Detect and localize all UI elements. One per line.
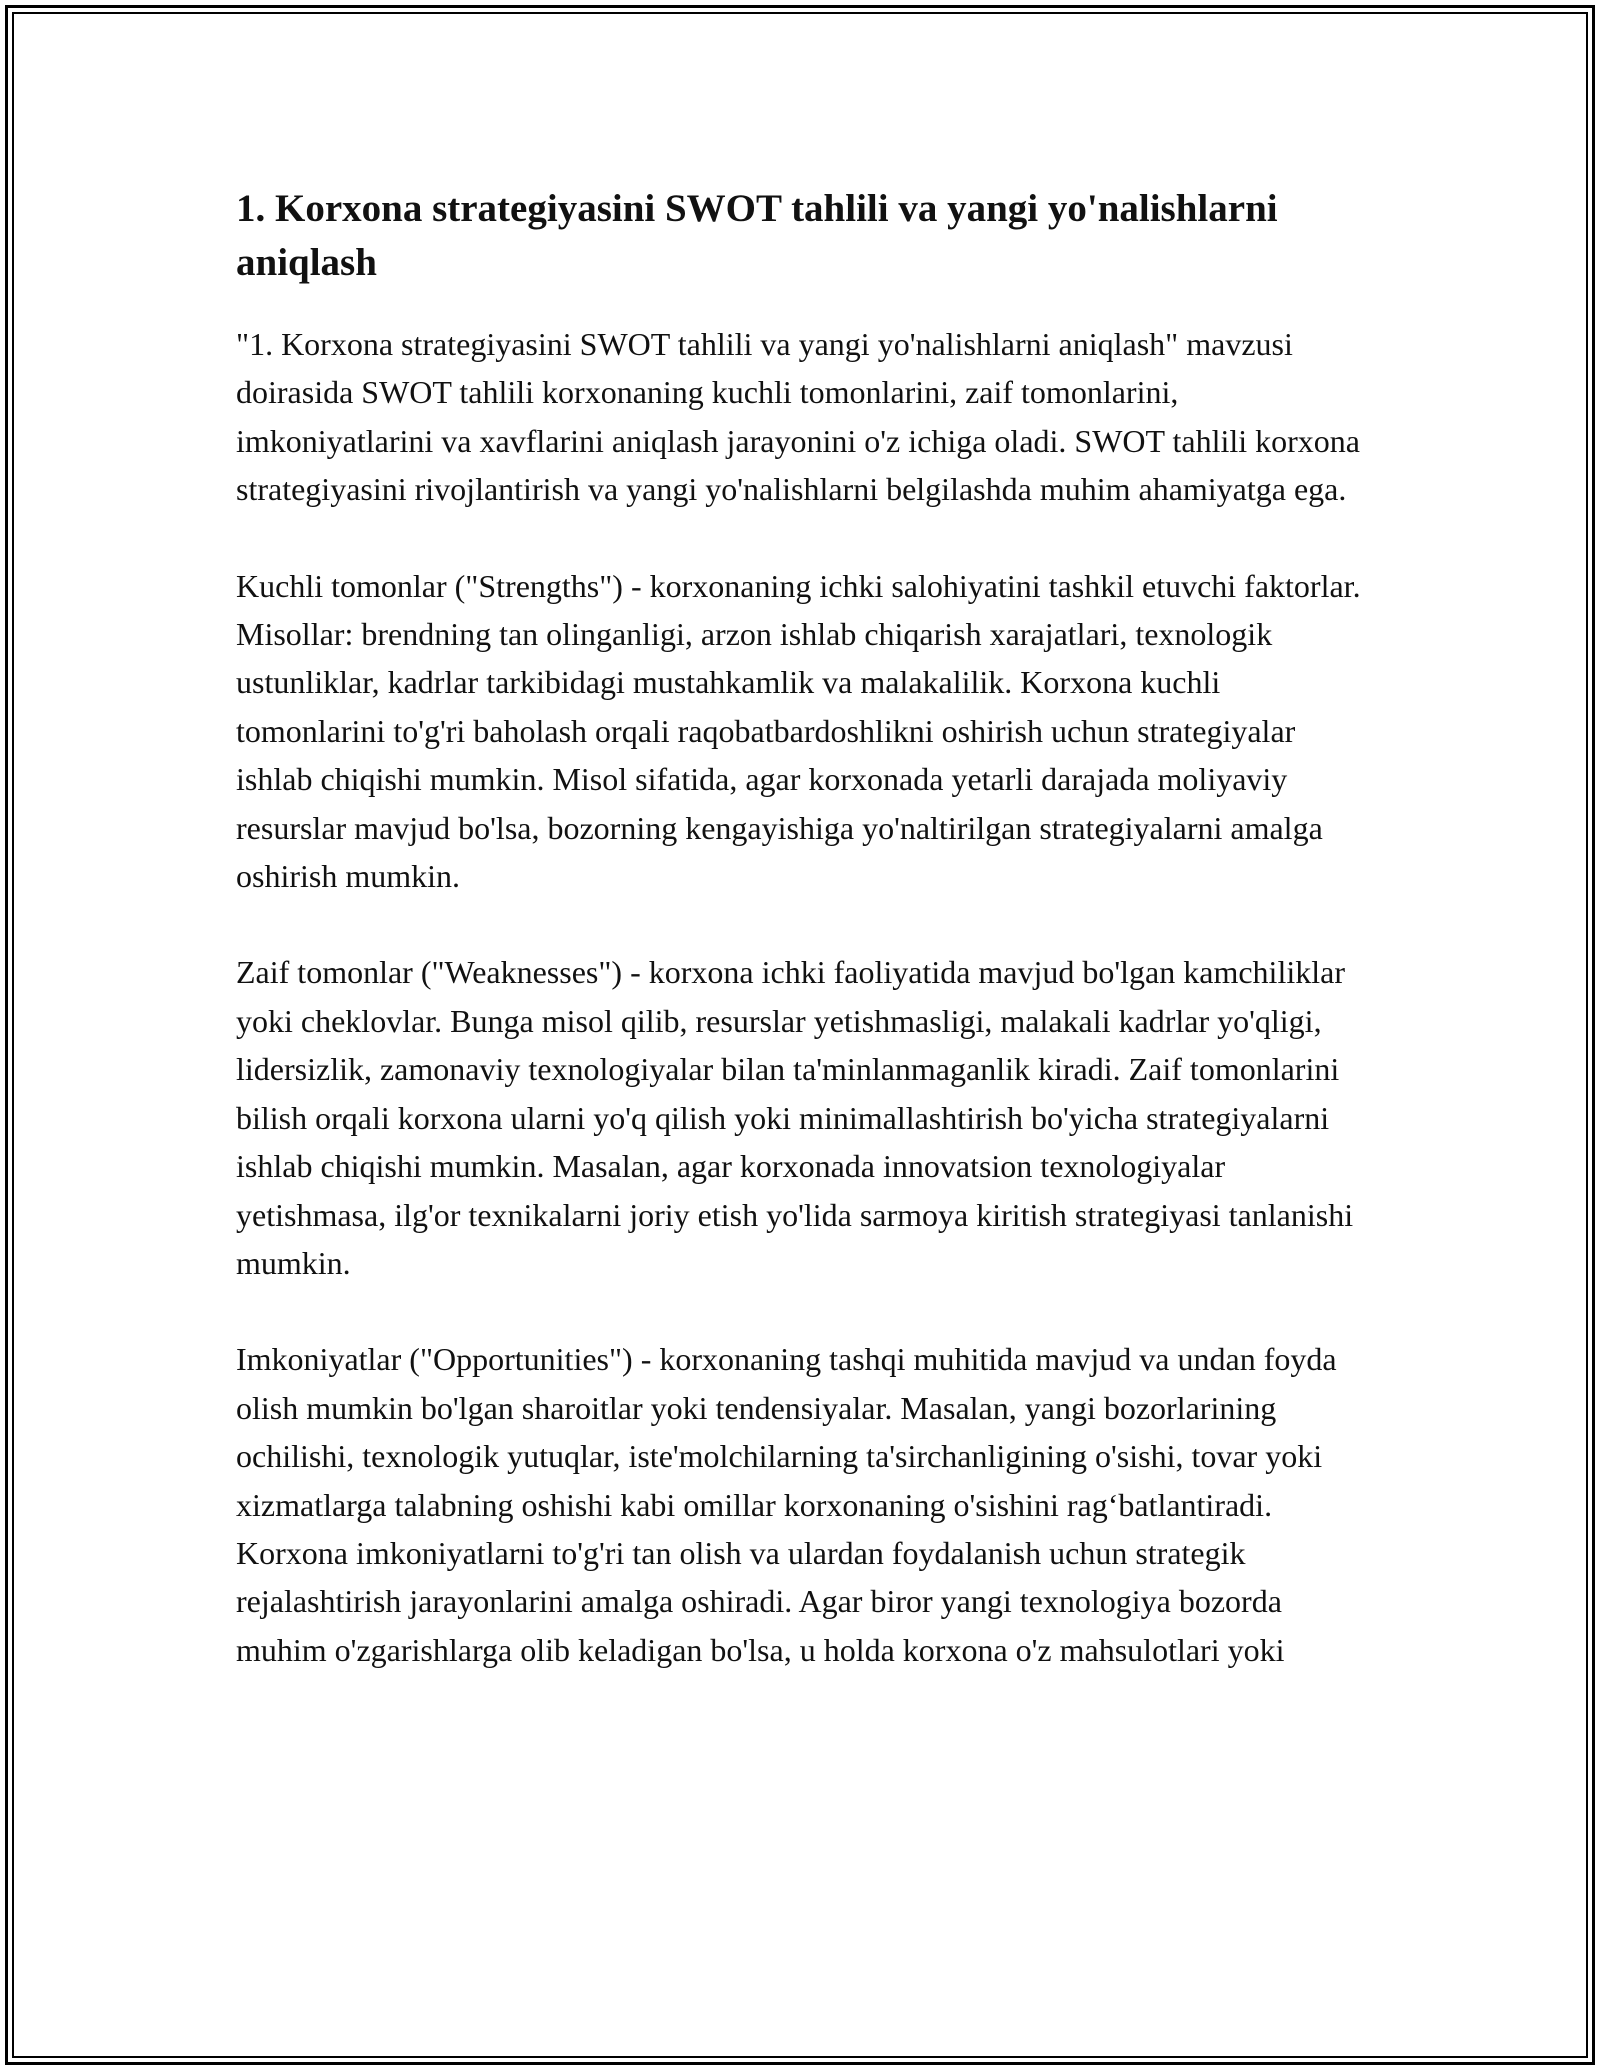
paragraph-intro: "1. Korxona strategiyasini SWOT tahlili va yangi yo'nalishlarni aniqlash" mavzusi doirasida SWOT tahlili korxonaning kuchli tomonlarini, zaif tomonlarini, imkoniyatlarini va xavflarini aniqlash jarayonini o'z ichiga oladi. SWOT tahlili korxona strategiyasini rivojlantirish va yangi yo'nalishlarni belgilashda muhim ahamiyatga ega. [236, 326, 1360, 508]
document-title: 1. Korxona strategiyasini SWOT tahlili va yangi yo'nalishlarni aniqlash [236, 187, 1278, 284]
paragraph-opportunities: Imkoniyatlar ("Opportunities") - korxonaning tashqi muhitida mavjud va undan foyda olish mumkin bo'lgan sharoitlar yoki tendensiyalar. Masalan, yangi bozorlarining ochilishi, texnologik yutuqlar, iste'molchilarning ta'sirchanligining o'sishi, tovar yoki xizmatlarga talabning oshishi kabi omillar korxonaning o'sishini rag‘batlantiradi. Korxona imkoniyatlarni to'g'ri tan olish va ulardan foydalanish uchun strategik rejalashtirish jarayonlarini amalga oshiradi. Agar biror yangi texnologiya bozorda muhim o'zgarishlarga olib keladigan bo'lsa, u holda korxona o'z mahsulotlari yoki [236, 1341, 1337, 1668]
document-body [236, 182, 1366, 1674]
paragraph-strengths: Kuchli tomonlar ("Strengths") - korxonaning ichki salohiyatini tashkil etuvchi faktorlar. Misollar: brendning tan olinganligi, arzon ishlab chiqarish xarajatlari, texnologik ustunliklar, kadrlar tarkibidagi mustahkamlik va malakalilik. Korxona kuchli tomonlarini to'g'ri baholash orqali raqobatbardoshlikni oshirish uchun strategiyalar ishlab chiqishi mumkin. Misol sifatida, agar korxonada yetarli darajada moliyaviy resurslar mavjud bo'lsa, bozorning kengayishiga yo'naltirilgan strategiyalarni amalga oshirish mumkin. [236, 567, 1361, 895]
paragraph-weaknesses: Zaif tomonlar ("Weaknesses") - korxona ichki faoliyatida mavjud bo'lgan kamchiliklar yoki cheklovlar. Bunga misol qilib, resurslar yetishmasligi, malakali kadrlar yo'qligi, lidersizlik, zamonaviy texnologiyalar bilan ta'minlanmaganlik kiradi. Zaif tomonlarini bilish orqali korxona ularni yo'q qilish yoki minimallashtirish bo'yicha strategiyalarni ishlab chiqishi mumkin. Masalan, agar korxonada innovatsion texnologiyalar yetishmasa, ilg'or texnikalarni joriy etish yo'lida sarmoya kiritish strategiyasi tanlanishi mumkin. [236, 954, 1354, 1281]
